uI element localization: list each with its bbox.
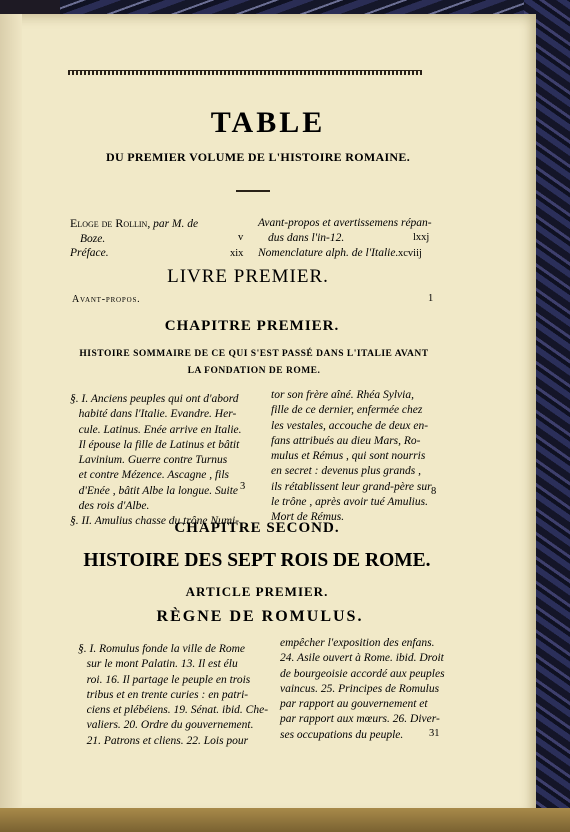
toc-eloge-line2: Boze. — [80, 233, 106, 245]
avant-propos-page: 1 — [428, 293, 434, 304]
page-bottom-edge — [0, 808, 570, 832]
page-title: TABLE — [210, 106, 326, 139]
regne-heading: RÈGNE DE ROMULUS. — [156, 608, 364, 625]
toc-eloge-rest: , par M. de — [147, 218, 199, 230]
chapter2-title: HISTOIRE DES SEPT ROIS DE ROME. — [83, 550, 431, 571]
chapter1-summary-line1: HISTOIRE SOMMAIRE DE CE QUI S'EST PASSÉ DANS L'ITALIE AVANT — [79, 349, 429, 359]
toc-nomenclature-page: xcviij — [398, 248, 422, 259]
toc-preface-label: Préface. — [70, 247, 109, 259]
chapter1-heading: CHAPITRE PREMIER. — [164, 318, 340, 334]
toc-avp-line1: Avant-propos et avertissemens répan- — [258, 217, 432, 229]
toc-avp-line2: dus dans l'in-12. — [268, 232, 345, 244]
page-subtitle: DU PREMIER VOLUME DE L'HISTOIRE ROMAINE. — [105, 150, 411, 164]
toc-entry-eloge — [70, 216, 250, 247]
chapter2-right-column: empêcher l'exposition des enfans. 24. Asile ouvert à Rome. ibid. Droit de bourgeoisie accordé aux peuples vaincus. 25. Principes de Romulus par rapport au gouvernement et par rapport aux mœurs. 26. Diver- ses occupations du peuple. — [280, 637, 445, 741]
chapter1-right-column: tor son frère aîné. Rhéa Sylvia, fille de ce dernier, enfermée chez les vestales, accouche de deux en- fans attribués au dieu Mars, Ro- mulus et Rémus , qui sont nourris en secret : devenus plus grands , ils rétablissent leur grand-père sur le trône , après avoir tué Amulius. Mort de Rémus. — [271, 389, 432, 524]
chapter1-summary-line2: LA FONDATION DE ROME. — [187, 366, 321, 376]
toc-entry-avant-propos — [258, 216, 438, 246]
chapter2-right-page: 31 — [429, 728, 440, 739]
toc-eloge-page: v — [238, 232, 244, 243]
chapter2-left-column: §. I. Romulus fonde la ville de Rome sur le mont Palatin. 13. Il est élu roi. 16. Il partage le peuple en trois tribus et en trente curies : en patri- ciens et plébéiens. 19. Sénat. ibid. Che- valiers. 20. Ordre du gouvernement. 21. Patrons et cliens. 22. Lois pour — [78, 643, 269, 747]
article-heading: ARTICLE PREMIER. — [185, 584, 329, 599]
chapter1-left-column: §. I. Anciens peuples qui ont d'abord habité dans l'Italie. Evandre. Her- cule. Latinus. Enée arrive en Italie. Il épouse la fille de Latinus et bâtit Lavinium. Guerre contre Turnus et contre Mézence. Ascagne , fils d'Enée , bâtit Albe la longue. Suite des rois d'Albe. §. II. Amulius chasse du trône Numi- — [70, 393, 242, 528]
chapter2-heading: CHAPITRE SECOND. — [174, 520, 340, 536]
chapter1-right-page: 8 — [431, 486, 437, 497]
toc-preface-page: xix — [230, 248, 244, 259]
toc-eloge-label: Eloge de Rollin — [70, 216, 148, 230]
chapter1-summary — [74, 346, 434, 380]
toc-avp-page: lxxj — [413, 232, 430, 243]
short-divider — [236, 190, 270, 192]
livre-heading: LIVRE PREMIER. — [167, 266, 329, 287]
chapter1-left-page: 3 — [240, 481, 246, 492]
avant-propos-label: Avant-propos. — [72, 294, 141, 305]
toc-nomenclature-label: Nomenclature alph. de l'Italie. — [258, 247, 399, 259]
decorative-rule — [68, 70, 422, 75]
